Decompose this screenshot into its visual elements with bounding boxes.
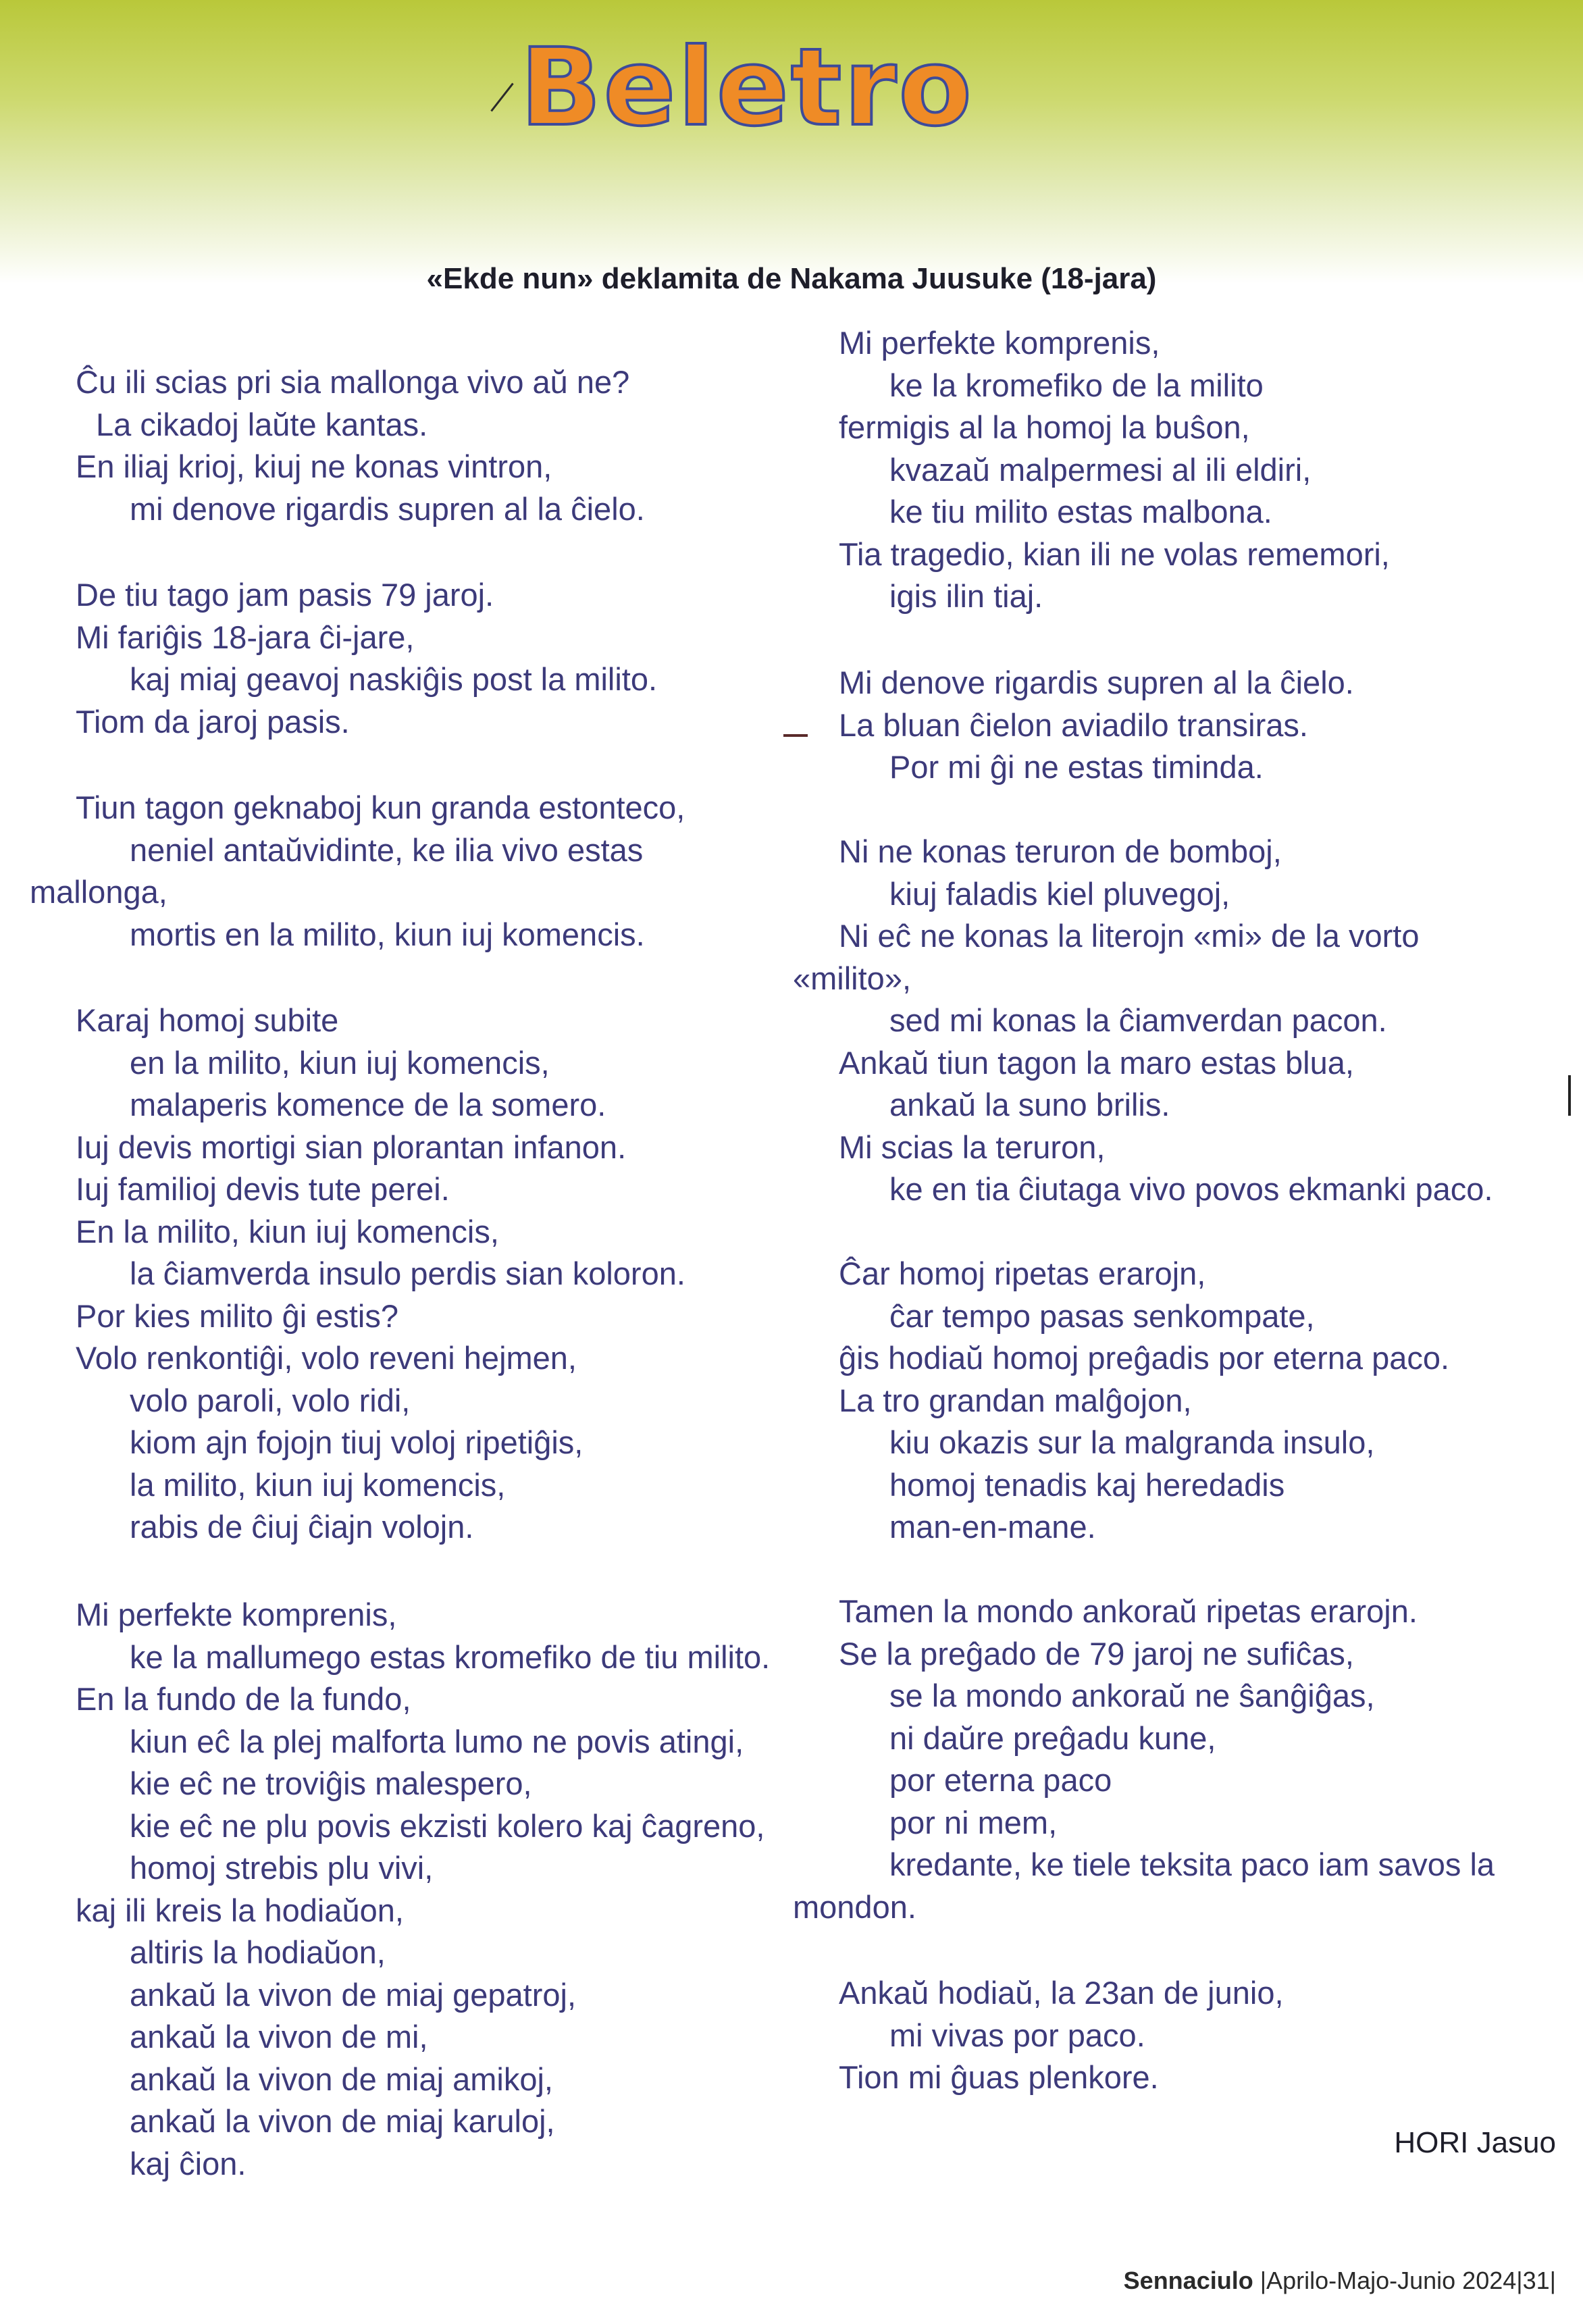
poem-line: kvazaŭ malpermesi al ili eldiri, — [889, 451, 1312, 488]
poem-line: Karaj homoj subite — [76, 1002, 339, 1038]
poem-line: ankaŭ la vivon de mi, — [130, 2019, 428, 2055]
poem-line: ĉar tempo pasas senkompate, — [889, 1297, 1315, 1334]
poem-line: Iuj familioj devis tute perei. — [76, 1171, 450, 1207]
poem-line: rabis de ĉiuj ĉiajn volojn. — [130, 1509, 474, 1545]
poem-line: se la mondo ankoraŭ ne ŝanĝiĝas, — [889, 1678, 1375, 1713]
poem-stanza — [793, 1591, 1583, 1928]
poem-stanza — [76, 1594, 832, 2185]
poem-stanza — [839, 322, 1583, 618]
poem-stanza — [76, 361, 832, 530]
poem-line: ke la mallumego estas kromefiko de tiu milito. — [130, 1638, 771, 1675]
poem-line: Se la preĝado de 79 jaroj ne sufiĉas, — [839, 1635, 1354, 1672]
poem-line: kiom ajn fojojn tiuj voloj ripetiĝis, — [130, 1424, 583, 1460]
poem-line: por eterna paco — [889, 1762, 1112, 1798]
poem-line: volo paroli, volo ridi, — [130, 1382, 411, 1418]
poem-line: La bluan ĉielon aviadilo transiras. — [839, 706, 1308, 743]
poem-line: Mi perfekte komprenis, — [839, 325, 1160, 361]
poem-stanza — [30, 787, 832, 956]
poem-line: Mi fariĝis 18-jara ĉi-jare, — [76, 619, 415, 655]
poem-line: mortis en la milito, kiun iuj komencis. — [130, 916, 645, 952]
footer-issue: |Aprilo-Majo-Junio 2024|31| — [1253, 2267, 1556, 2294]
page-footer — [1124, 2267, 1556, 2295]
poem-stanza — [76, 1000, 832, 1549]
poem-line: Por mi ĝi ne estas timinda. — [889, 749, 1264, 785]
poem-line: Tiun tagon geknaboj kun granda estonteco, — [76, 790, 685, 825]
poem-line: De tiu tago jam pasis 79 jaroj. — [76, 577, 494, 613]
poem-line: Tiom da jaroj pasis. — [76, 703, 350, 740]
page-title: Beletro — [520, 26, 974, 150]
poem-line: ankaŭ la vivon de miaj karuloj, — [130, 2103, 555, 2139]
poem-line: neniel antaŭvidinte, ke ilia vivo estas — [130, 831, 644, 868]
margin-dash-mark — [783, 734, 808, 737]
poem-line: la milito, kiun iuj komencis, — [130, 1466, 506, 1503]
poem-line: kredante, ke tiele teksita paco iam savos la — [889, 1847, 1495, 1882]
poem-line: La tro grandan malĝojon, — [839, 1382, 1192, 1418]
poem-line: kaj miaj geavoj naskiĝis post la milito. — [130, 661, 658, 697]
poem-stanza — [76, 574, 832, 743]
poem-line: En la fundo de la fundo, — [76, 1681, 411, 1717]
poem-line: Ankaŭ hodiaŭ, la 23an de junio, — [839, 1975, 1284, 2011]
poem-line: Ĉu ili scias pri sia mallonga vivo aŭ ne? — [76, 364, 630, 400]
poem-line: Ĉar homoj ripetas erarojn, — [839, 1256, 1206, 1291]
poem-line: man-en-mane. — [889, 1509, 1096, 1545]
poem-line: kaj ili kreis la hodiaŭon, — [76, 1892, 404, 1928]
poem-line: igis ilin tiaj. — [889, 578, 1043, 614]
poem-line: mallonga, — [30, 874, 167, 910]
poem-line: En la milito, kiun iuj komencis, — [76, 1213, 499, 1249]
poem-line: Ni ne konas teruron de bomboj, — [839, 833, 1282, 869]
poem-line: fermigis al la homoj la buŝon, — [839, 409, 1250, 445]
poem-line: kaj ĉion. — [130, 2145, 246, 2181]
poem-line: homoj strebis plu vivi, — [130, 1850, 434, 1886]
poem-line: kiun eĉ la plej malforta lumo ne povis atingi, — [130, 1723, 744, 1759]
poem-line: kie eĉ ne plu povis ekzisti kolero kaj ĉagreno, — [130, 1807, 765, 1844]
poem-line: ĝis hodiaŭ homoj preĝadis por eterna paco. — [839, 1340, 1450, 1376]
poem-line: la ĉiamverda insulo perdis sian koloron. — [130, 1256, 685, 1291]
poem-line: ke la kromefiko de la milito — [889, 367, 1264, 403]
poem-stanza — [839, 662, 1583, 789]
footer-magazine: Sennaciulo — [1123, 2267, 1253, 2294]
poem-line: sed mi konas la ĉiamverdan pacon. — [889, 1002, 1387, 1038]
poem-line: por ni mem, — [889, 1804, 1058, 1840]
poem-line: Ni eĉ ne konas la literojn «mi» de la vorto — [839, 918, 1420, 954]
poem-line: ankaŭ la vivon de miaj amikoj, — [130, 2061, 553, 2097]
poem-line: Volo renkontiĝi, volo reveni hejmen, — [76, 1340, 577, 1376]
poem-line: ni daŭre preĝadu kune, — [889, 1720, 1216, 1756]
poem-line: Mi denove rigardis supren al la ĉielo. — [839, 665, 1354, 700]
poem-line: Tion mi ĝuas plenkore. — [839, 2059, 1159, 2095]
poem-line: mi denove rigardis supren al la ĉielo. — [130, 490, 645, 527]
author-signature: HORI Jasuo — [1394, 2126, 1556, 2159]
poem-line: ke tiu milito estas malbona. — [889, 494, 1272, 530]
poem-subtitle: «Ekde nun» deklamita de Nakama Juusuke (18-jara) — [426, 262, 1157, 295]
poem-line: malaperis komence de la somero. — [130, 1087, 606, 1122]
poem-line: En iliaj krioj, kiuj ne konas vintron, — [76, 448, 552, 484]
poem-line: Ankaŭ tiun tagon la maro estas blua, — [839, 1044, 1354, 1081]
poem-line: La cikadoj laŭte kantas. — [96, 406, 428, 442]
poem-stanza — [839, 1253, 1583, 1549]
poem-stanza — [793, 831, 1583, 1211]
poem-line: Mi perfekte komprenis, — [76, 1597, 397, 1632]
poem-line: ke en tia ĉiutaga vivo povos ekmanki paco. — [889, 1171, 1493, 1207]
poem-line: ankaŭ la vivon de miaj gepatroj, — [130, 1976, 577, 2013]
poem-line: Por kies milito ĝi estis? — [76, 1297, 398, 1334]
poem-line: kiuj faladis kiel pluvegoj, — [889, 875, 1230, 912]
poem-line: «milito», — [793, 960, 912, 996]
poem-line: mi vivas por paco. — [889, 2017, 1145, 2053]
edge-mark — [1568, 1075, 1571, 1116]
poem-line: Tia tragedio, kian ili ne volas rememori, — [839, 536, 1390, 572]
poem-line: en la milito, kiun iuj komencis, — [130, 1044, 550, 1081]
poem-line: Iuj devis mortigi sian plorantan infanon. — [76, 1129, 627, 1165]
poem-line: Mi scias la teruron, — [839, 1129, 1106, 1165]
poem-line: altiris la hodiaŭon, — [130, 1934, 386, 1970]
poem-stanza — [839, 1972, 1583, 2099]
poem-line: kiu okazis sur la malgranda insulo, — [889, 1424, 1375, 1460]
poem-line: kie eĉ ne troviĝis malespero, — [130, 1765, 532, 1801]
poem-line: homoj tenadis kaj heredadis — [889, 1466, 1285, 1503]
poem-line: mondon. — [793, 1888, 916, 1925]
poem-line: Tamen la mondo ankoraŭ ripetas erarojn. — [839, 1593, 1418, 1629]
poem-line: ankaŭ la suno brilis. — [889, 1087, 1170, 1122]
